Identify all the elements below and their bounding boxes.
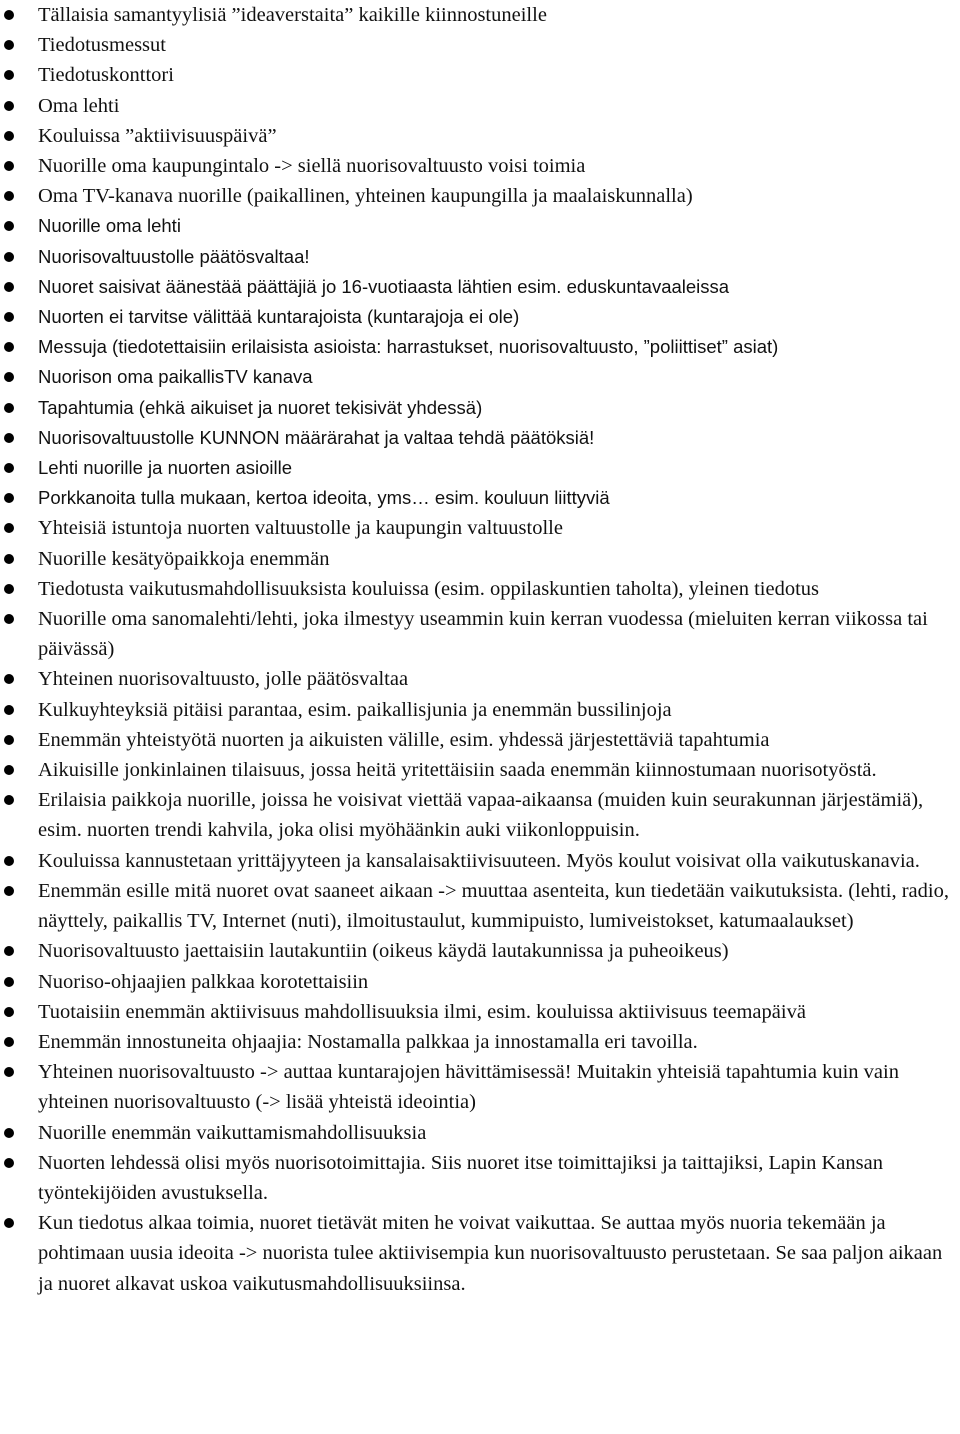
bullet-icon (4, 1007, 14, 1017)
bullet-icon (4, 312, 14, 322)
list-item-text: Enemmän esille mitä nuoret ovat saaneet aikaan -> muuttaa asenteita, kun tiedetään vaikutuksista. (lehti, radio, näyttely, paikallis TV, Internet (nuti), ilmoitustaulut, kummipuisto, lumiveistokset, katumaalaukset) (38, 879, 949, 933)
list-item (0, 1027, 960, 1057)
bullet-icon (4, 433, 14, 443)
list-item-text: Kulkuyhteyksiä pitäisi parantaa, esim. paikallisjunia ja enemmän bussilinjoja (38, 698, 672, 721)
list-item (0, 664, 960, 694)
bullet-icon (4, 493, 14, 503)
bullet-icon (4, 252, 14, 262)
bullet-icon (4, 282, 14, 292)
bullet-icon (4, 554, 14, 564)
bullet-icon (4, 886, 14, 896)
bullet-icon (4, 221, 14, 231)
bullet-icon (4, 795, 14, 805)
list-item (0, 544, 960, 574)
list-item-text: Nuorison oma paikallisTV kanava (38, 366, 313, 388)
bullet-icon (4, 523, 14, 533)
bullet-icon (4, 1128, 14, 1138)
bullet-icon (4, 101, 14, 111)
bullet-icon (4, 1067, 14, 1077)
list-item (0, 181, 960, 211)
list-item (0, 272, 960, 302)
list-item (0, 0, 960, 30)
list-item (0, 60, 960, 90)
list-item-text: Tapahtumia (ehkä aikuiset ja nuoret tekisivät yhdessä) (38, 396, 483, 418)
bullet-icon (4, 1037, 14, 1047)
list-item (0, 785, 960, 845)
bullet-icon (4, 40, 14, 50)
bullet-icon (4, 403, 14, 413)
list-item-text: Enemmän innostuneita ohjaajia: Nostamalla palkkaa ja innostamalla eri tavoilla. (38, 1030, 698, 1053)
list-item-text: Nuorisovaltuustolle KUNNON määrärahat ja valtaa tehdä päätöksiä! (38, 426, 595, 448)
list-item (0, 846, 960, 876)
list-item-text: Yhteinen nuorisovaltuusto -> auttaa kuntarajojen hävittämisessä! Muitakin yhteisiä tapahtumia kuin vain yhteinen nuorisovaltuusto (-> lisää yhteistä ideointia) (38, 1061, 899, 1114)
list-item-text: Aikuisille jonkinlainen tilaisuus, jossa heitä yritettäisiin saada enemmän kiinnostumaan nuorisotyöstä. (38, 759, 877, 782)
list-item-text: Tuotaisiin enemmän aktiivisuus mahdollisuuksia ilmi, esim. kouluissa aktiivisuus teemapäivä (38, 1000, 806, 1023)
list-item-text: Nuoret saisivat äänestää päättäjiä jo 16-vuotiaasta lähtien esim. eduskuntavaaleissa (38, 275, 730, 297)
list-item-text: Kouluissa ”aktiivisuuspäivä” (38, 124, 277, 147)
list-item-text: Tiedotuskonttori (38, 64, 174, 87)
list-item-text: Oma TV-kanava nuorille (paikallinen, yhteinen kaupungilla ja maalaiskunnalla) (38, 185, 693, 208)
bullet-icon (4, 584, 14, 594)
list-item-text: Lehti nuorille ja nuorten asioille (38, 457, 293, 479)
list-item (0, 725, 960, 755)
list-item (0, 151, 960, 181)
list-item-text: Enemmän yhteistyötä nuorten ja aikuisten välille, esim. yhdessä järjestettäviä tapahtumia (38, 728, 770, 751)
list-item (0, 604, 960, 664)
list-item-text: Nuorisovaltuusto jaettaisiin lautakuntiin (oikeus käydä lautakunnissa ja puheoikeus) (38, 940, 729, 963)
list-item (0, 997, 960, 1027)
bullet-icon (4, 1218, 14, 1228)
list-item-text: Porkkanoita tulla mukaan, kertoa ideoita, yms… esim. kouluun liittyviä (38, 487, 610, 509)
bullet-icon (4, 1158, 14, 1168)
list-item-text: Oma lehti (38, 94, 120, 117)
list-item-text: Kouluissa kannustetaan yrittäjyyteen ja kansalaisaktiivisuuteen. Myös koulut voisivat olla vaikutuskanavia. (38, 849, 920, 872)
list-item (0, 211, 960, 241)
list-item-text: Nuorten ei tarvitse välittää kuntarajoista (kuntarajoja ei ole) (38, 306, 520, 328)
list-item-text: Kun tiedotus alkaa toimia, nuoret tietävät miten he voivat vaikuttaa. Se auttaa myös nuoria tekemään ja pohtimaan uusia ideoita -> nuorista tulee aktiivisempia kun nuorisovaltuusto perustetaan. Se saa paljon aikaan ja nuoret alkavat uskoa vaikutusmahdollisuuksiinsa. (38, 1212, 943, 1295)
list-item (0, 423, 960, 453)
list-item (0, 967, 960, 997)
bullet-icon (4, 977, 14, 987)
bullet-icon (4, 674, 14, 684)
bullet-icon (4, 161, 14, 171)
list-item (0, 1057, 960, 1117)
bullet-icon (4, 614, 14, 624)
list-item (0, 453, 960, 483)
list-item-text: Nuorten lehdessä olisi myös nuorisotoimittajia. Siis nuoret itse toimittajiksi ja taittajiksi, Lapin Kansan työntekijöiden avustuksella. (38, 1151, 883, 1204)
list-item (0, 332, 960, 362)
list-item-text: Tällaisia samantyylisiä ”ideaverstaita” kaikille kiinnostuneille (38, 4, 547, 26)
list-item (0, 1208, 960, 1299)
list-item-text: Nuorille oma kaupungintalo -> siellä nuorisovaltuusto voisi toimia (38, 155, 586, 178)
list-item (0, 302, 960, 332)
list-item-text: Nuorisovaltuustolle päätösvaltaa! (38, 245, 310, 267)
bullet-icon (4, 191, 14, 201)
list-item (0, 30, 960, 60)
bullet-icon (4, 131, 14, 141)
list-item (0, 574, 960, 604)
bullet-icon (4, 856, 14, 866)
bullet-icon (4, 765, 14, 775)
bullet-icon (4, 70, 14, 80)
list-item (0, 393, 960, 423)
list-item-text: Nuoriso-ohjaajien palkkaa korotettaisiin (38, 970, 369, 993)
list-item-text: Tiedotusta vaikutusmahdollisuuksista kouluissa (esim. oppilaskuntien taholta), yleinen tiedotus (38, 577, 820, 600)
list-item-text: Nuorille kesätyöpaikkoja enemmän (38, 547, 330, 570)
bullet-icon (4, 463, 14, 473)
list-item (0, 1118, 960, 1148)
list-item-text: Nuorille oma lehti (38, 215, 181, 237)
list-item-text: Nuorille enemmän vaikuttamismahdollisuuksia (38, 1121, 427, 1144)
list-item (0, 362, 960, 392)
bullet-icon (4, 735, 14, 745)
list-item (0, 242, 960, 272)
list-item-text: Nuorille oma sanomalehti/lehti, joka ilmestyy useammin kuin kerran vuodessa (mieluiten kerran viikossa tai päivässä) (38, 608, 928, 661)
list-item (0, 483, 960, 513)
list-item (0, 755, 960, 785)
list-item-text: Yhteisiä istuntoja nuorten valtuustolle ja kaupungin valtuustolle (38, 517, 563, 540)
bullet-icon (4, 705, 14, 715)
list-item (0, 1148, 960, 1208)
list-item-text: Messuja (tiedotettaisiin erilaisista asioista: harrastukset, nuorisovaltuusto, ”poliittiset” asiat) (38, 336, 779, 358)
list-item (0, 876, 960, 936)
bullet-icon (4, 342, 14, 352)
list-item (0, 513, 960, 543)
bullet-icon (4, 372, 14, 382)
list-item-text: Yhteinen nuorisovaltuusto, jolle päätösvaltaa (38, 668, 409, 691)
list-item-text: Erilaisia paikkoja nuorille, joissa he voisivat viettää vapaa-aikaansa (muiden kuin seurakunnan järjestämiä), esim. nuorten trendi kahvila, joka olisi myöhäänkin auki viikonloppuisin. (38, 789, 924, 842)
list-item (0, 936, 960, 966)
bullet-icon (4, 10, 14, 20)
list-item (0, 121, 960, 151)
list-item (0, 91, 960, 121)
list-item-text: Tiedotusmessut (38, 34, 166, 57)
list-item (0, 695, 960, 725)
bullet-icon (4, 946, 14, 956)
